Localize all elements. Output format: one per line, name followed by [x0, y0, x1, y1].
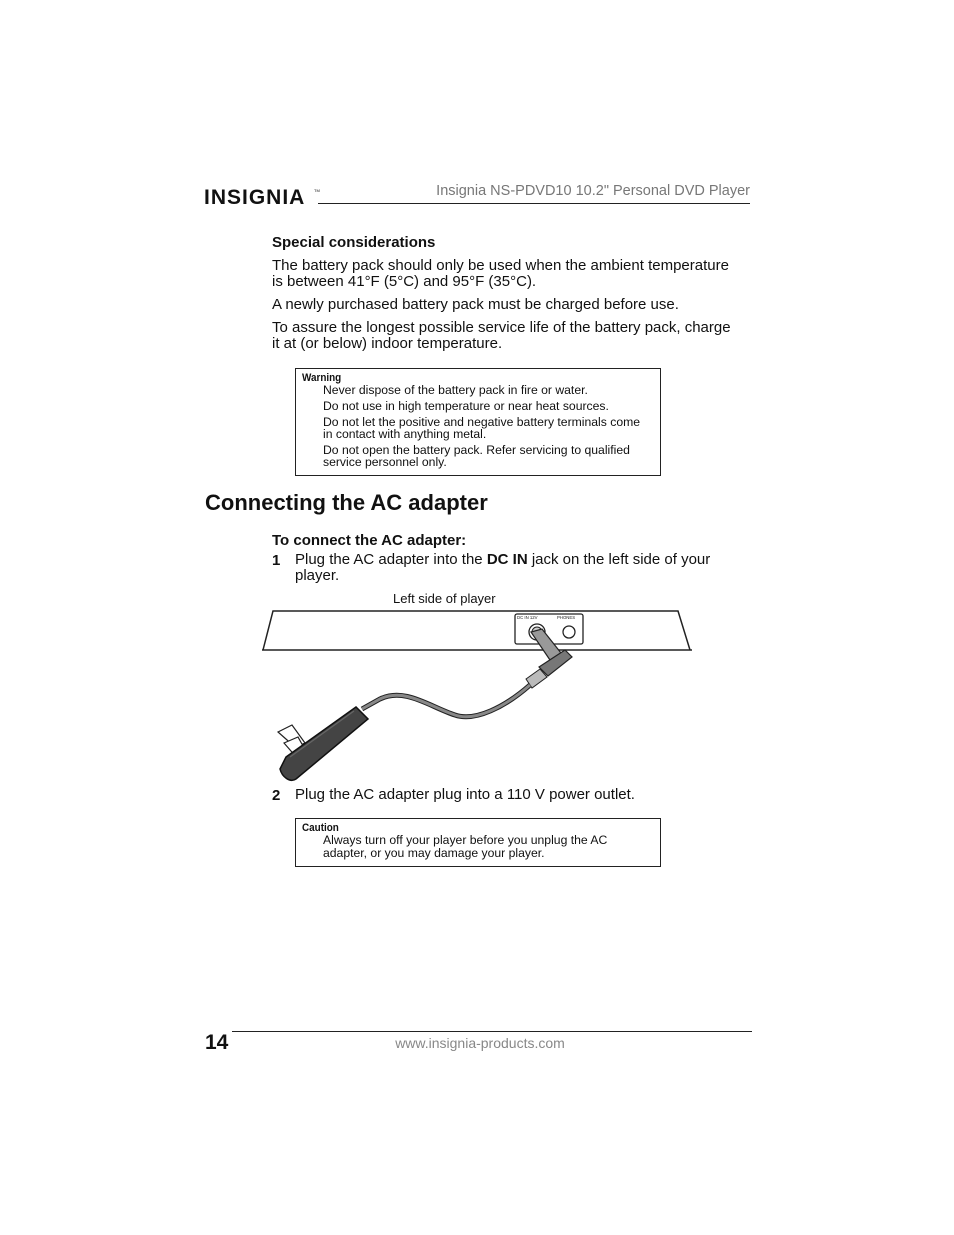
procedure-heading: To connect the AC adapter: — [272, 532, 467, 549]
warning-box — [295, 368, 661, 476]
ac-adapter-illustration — [260, 607, 695, 787]
text-line: player. — [295, 567, 340, 584]
logo-text: INSIGNIA — [204, 186, 306, 209]
caution-box — [295, 818, 661, 867]
step-1-post: jack on the left side of your — [527, 551, 711, 568]
header-title: Insignia NS-PDVD10 10.2" Personal DVD Player — [436, 183, 750, 199]
step-1-number: 1 — [272, 552, 281, 569]
caution-line: adapter, or you may damage your player. — [323, 846, 545, 860]
step-1-text — [295, 552, 755, 584]
warning-line: Do not open the battery pack. Refer servicing to qualified — [323, 443, 630, 457]
warning-line: in contact with anything metal. — [323, 427, 487, 441]
warning-line: service personnel only. — [323, 455, 447, 469]
insignia-logo — [204, 182, 319, 210]
svg-text:TM: TM — [314, 188, 320, 193]
special-paragraph-1 — [272, 258, 752, 290]
text-line: is between 41°F (5°C) and 95°F (35°C). — [272, 273, 537, 290]
caution-line: Always turn off your player before you unplug the AC — [323, 833, 608, 847]
step-2-text: Plug the AC adapter plug into a 110 V power outlet. — [295, 786, 635, 803]
warning-line: Do not use in high temperature or near heat sources. — [323, 399, 609, 413]
warning-line: Do not let the positive and negative battery terminals come — [323, 415, 641, 429]
special-paragraph-2: A newly purchased battery pack must be charged before use. — [272, 296, 679, 313]
step-1-pre: Plug the AC adapter into the — [295, 551, 487, 568]
footer-rule — [232, 1031, 752, 1032]
footer-url[interactable]: www.insignia-products.com — [395, 1035, 565, 1051]
figure-caption: Left side of player — [393, 591, 496, 606]
text-line: The battery pack should only be used when the ambient temperature — [272, 257, 729, 274]
phones-jack-label: PHONES — [557, 615, 576, 620]
page-number: 14 — [205, 1031, 229, 1054]
special-paragraph-3 — [272, 320, 752, 352]
text-line: it at (or below) indoor temperature. — [272, 335, 503, 352]
player-side-outline — [263, 611, 690, 650]
phones-jack — [563, 626, 575, 638]
text-line: To assure the longest possible service life of the battery pack, charge — [272, 319, 731, 336]
dc-in-label: DC IN — [486, 551, 528, 568]
special-heading: Special considerations — [272, 234, 436, 251]
warning-line: Never dispose of the battery pack in fire or water. — [323, 383, 588, 397]
dc-in-jack-label: DC IN 12V — [517, 615, 538, 620]
warning-label: Warning — [302, 372, 342, 384]
text-line — [295, 552, 755, 568]
step-2-number: 2 — [272, 787, 281, 804]
header-rule — [318, 203, 750, 204]
section-title: Connecting the AC adapter — [205, 490, 488, 515]
caution-label: Caution — [302, 822, 339, 834]
